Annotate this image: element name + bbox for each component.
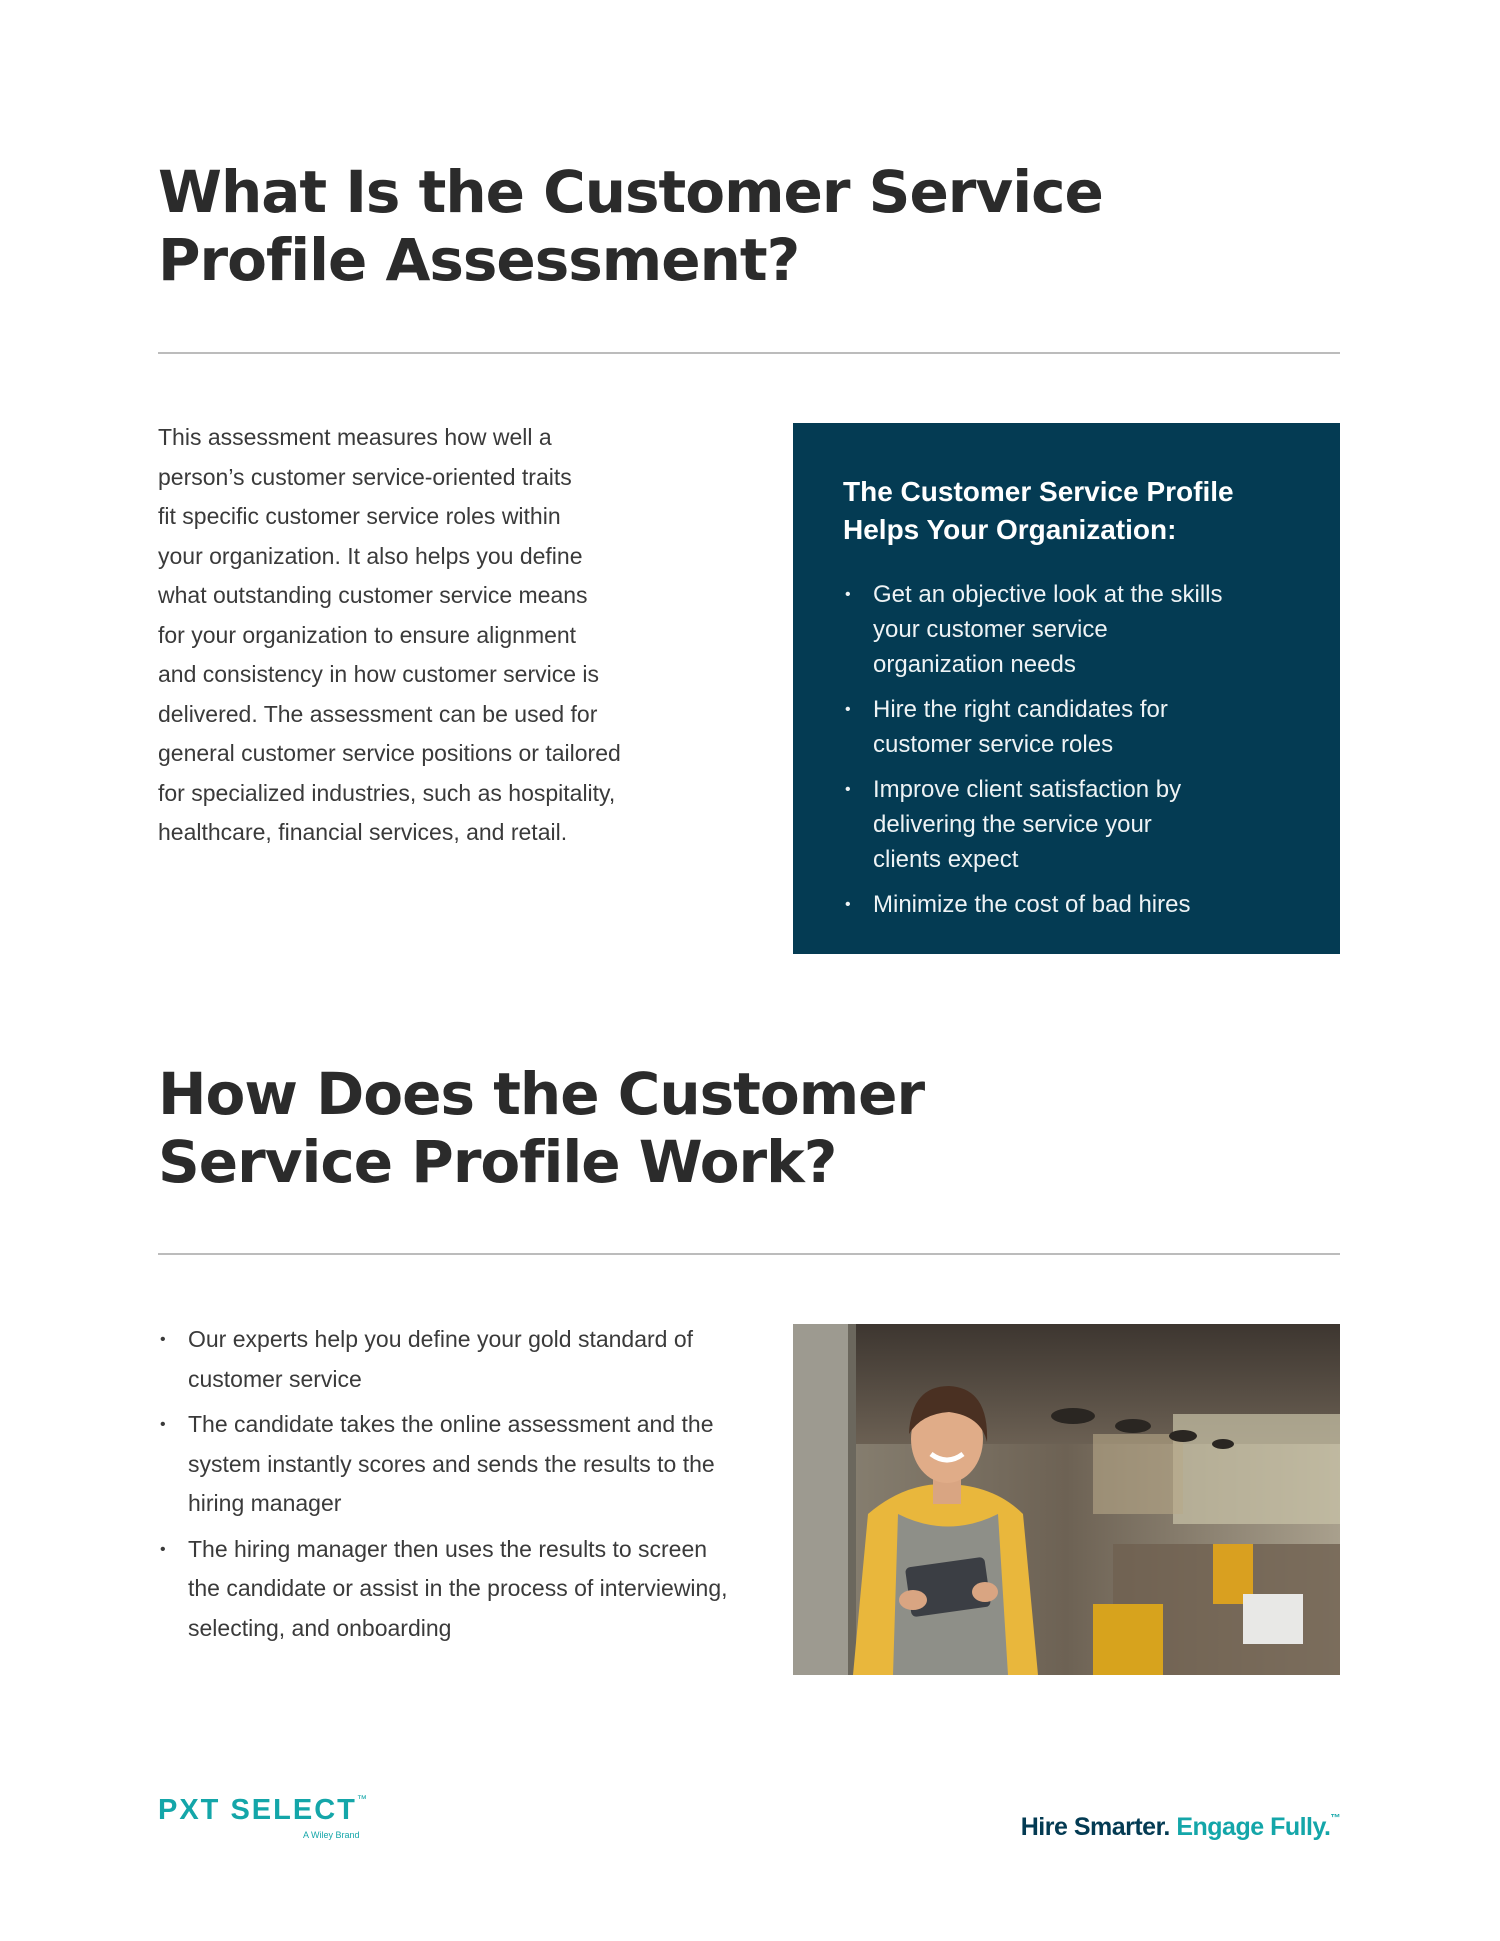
panel-title <box>843 473 1300 549</box>
footer-tagline <box>980 1813 1340 1842</box>
logo-trademark: ™ <box>356 1794 367 1805</box>
benefit-item: • Minimize the cost of bad hires <box>843 887 1223 922</box>
benefit-item: • Improve client satisfaction by delivering the service your clients expect <box>843 772 1223 877</box>
section2-title-line1: How Does the Customer <box>158 1060 925 1128</box>
section2-heading <box>158 1060 1158 1196</box>
paragraph-line: for specialized industries, such as hospitality, <box>158 779 616 806</box>
benefit-item: • Hire the right candidates for customer service roles <box>843 692 1223 762</box>
process-item: • The candidate takes the online assessment and the system instantly scores and sends the results to the hiring manager <box>158 1405 738 1524</box>
section1-title-line2: Profile Assessment? <box>158 226 800 294</box>
tagline-part2: Engage Fully. <box>1176 1813 1331 1841</box>
paragraph-line: what outstanding customer service means <box>158 582 588 608</box>
photo-smiling-server-icon <box>793 1324 1340 1675</box>
panel-title-line2: Helps Your Organization: <box>843 514 1177 545</box>
paragraph-line: This assessment measures how well a <box>158 424 552 450</box>
pxt-select-logo <box>158 1794 408 1844</box>
process-list <box>158 1320 738 1654</box>
photo-illustration <box>793 1324 1340 1675</box>
paragraph-line: and consistency in how customer service is <box>158 661 600 687</box>
panel-title-line1: The Customer Service Profile <box>843 476 1234 507</box>
paragraph-line: person’s customer service-oriented traits <box>158 463 572 490</box>
section1-heading <box>158 158 1158 294</box>
paragraph-line: your organization. It also helps you define <box>158 542 583 569</box>
process-item: • Our experts help you define your gold standard of customer service <box>158 1320 738 1399</box>
tagline-part1: Hire Smarter. <box>1020 1813 1170 1841</box>
benefit-item: • Get an objective look at the skills your customer service organization needs <box>843 577 1223 682</box>
tagline-trademark: ™ <box>1330 1813 1340 1824</box>
paragraph-line: fit specific customer service roles within <box>158 503 561 529</box>
logo-text: PXT SELECT <box>158 1794 357 1826</box>
section1-title-line1: What Is the Customer Service <box>158 158 1103 226</box>
section1-divider <box>158 352 1340 354</box>
paragraph-line: healthcare, financial services, and retail. <box>158 819 568 845</box>
section2-divider <box>158 1253 1340 1255</box>
logo-subtitle: A Wiley Brand <box>303 1830 360 1840</box>
section2-title-line2: Service Profile Work? <box>158 1128 837 1196</box>
paragraph-line: general customer service positions or tailored <box>158 740 621 766</box>
process-item: • The hiring manager then uses the results to screen the candidate or assist in the process of interviewing, selecting, and onboarding <box>158 1530 738 1649</box>
paragraph-line: delivered. The assessment can be used for <box>158 700 598 727</box>
benefits-list <box>843 577 1223 922</box>
section1-paragraph <box>158 418 718 853</box>
benefits-panel <box>793 423 1340 954</box>
paragraph-line: for your organization to ensure alignment <box>158 621 577 648</box>
